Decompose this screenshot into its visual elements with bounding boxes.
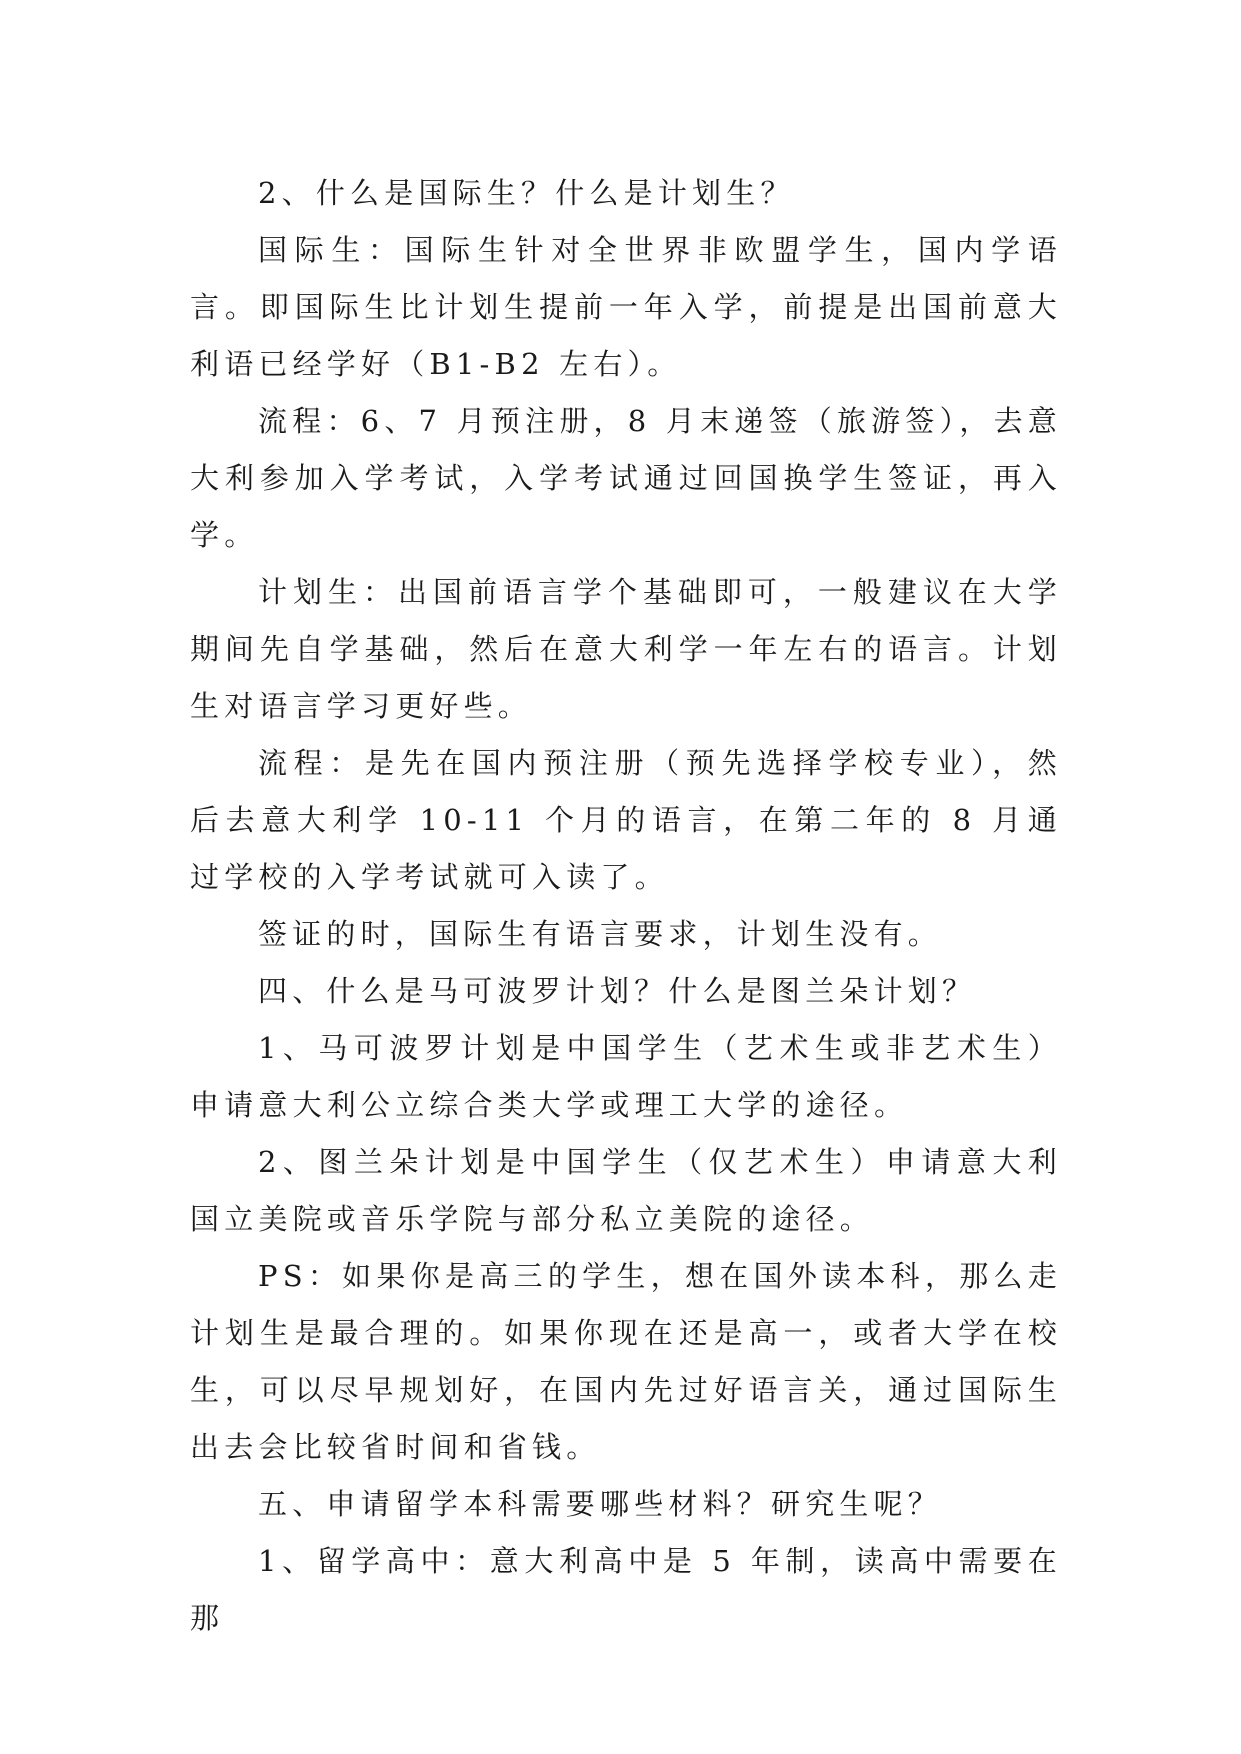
paragraph-planned-process: 流程：是先在国内预注册（预先选择学校专业），然后去意大利学 10-11 个月的语言，在第二年的 8 月通过学校的入学考试就可入读了。 bbox=[190, 746, 1062, 894]
paragraph-section-five-heading: 五、申请留学本科需要哪些材料？研究生呢？ bbox=[258, 1487, 943, 1521]
paragraph-ps-note: PS：如果你是高三的学生，想在国外读本科，那么走计划生是最合理的。如果你现在还是高一，或者大学在校生，可以尽早规划好，在国内先过好语言关，通过国际生出去会比较省时间和省钱。 bbox=[190, 1259, 1062, 1464]
paragraph-marco-polo: 1、马可波罗计划是中国学生（艺术生或非艺术生）申请意大利公立综合类大学或理工大学的途径。 bbox=[190, 1031, 1062, 1122]
paragraph-high-school: 1、留学高中：意大利高中是 5 年制，读高中需要在那 bbox=[190, 1544, 1062, 1635]
paragraph-section-heading: 2、什么是国际生？什么是计划生？ bbox=[258, 176, 795, 210]
paragraph-visa-note: 签证的时，国际生有语言要求，计划生没有。 bbox=[258, 917, 943, 951]
document-body bbox=[190, 165, 1062, 1647]
paragraph-turandot: 2、图兰朵计划是中国学生（仅艺术生）申请意大利国立美院或音乐学院与部分私立美院的途径。 bbox=[190, 1145, 1062, 1236]
paragraph-international-student: 国际生：国际生针对全世界非欧盟学生，国内学语言。即国际生比计划生提前一年入学，前提是出国前意大利语已经学好（B1-B2 左右）。 bbox=[190, 233, 1062, 381]
paragraph-section-four-heading: 四、什么是马可波罗计划？什么是图兰朵计划？ bbox=[258, 974, 977, 1008]
paragraph-international-process: 流程：6、7 月预注册，8 月末递签（旅游签），去意大利参加入学考试，入学考试通过回国换学生签证，再入学。 bbox=[190, 404, 1062, 552]
paragraph-planned-student: 计划生：出国前语言学个基础即可，一般建议在大学期间先自学基础，然后在意大利学一年左右的语言。计划生对语言学习更好些。 bbox=[190, 575, 1062, 723]
